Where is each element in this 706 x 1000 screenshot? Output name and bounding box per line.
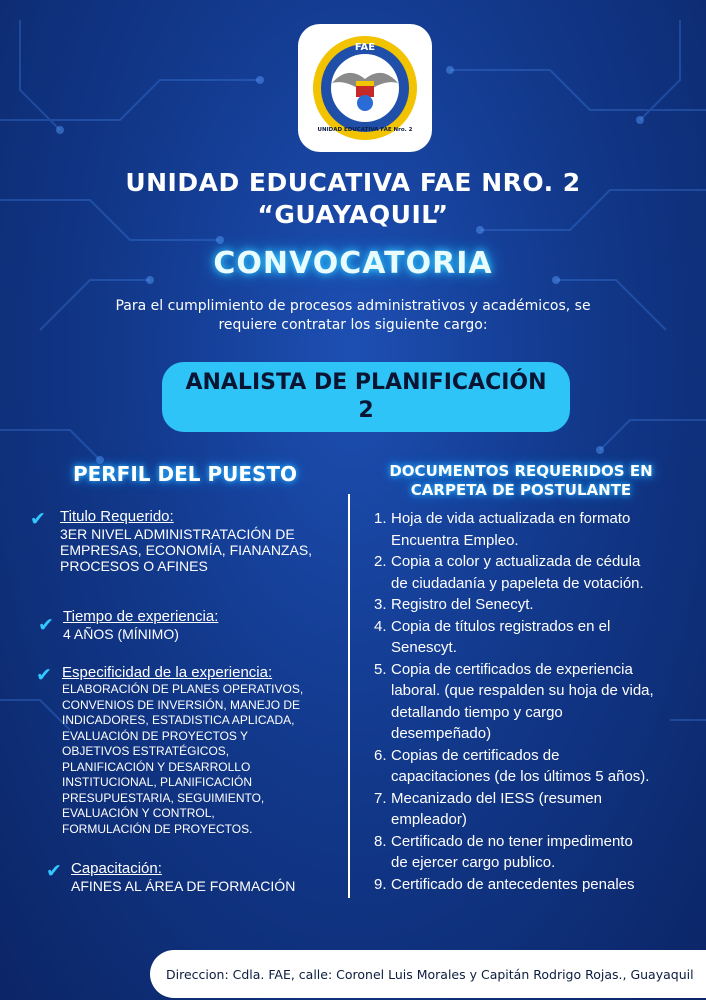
requirement-value-line: PLANIFICACIÓN Y DESARROLLO bbox=[62, 759, 251, 774]
requirement-title bbox=[30, 508, 350, 574]
list-item-number: 7. bbox=[374, 789, 387, 807]
address-footer bbox=[150, 950, 706, 998]
list-item-text: Copia a color y actualizada de cédula bbox=[391, 553, 641, 570]
list-item-number: 5. bbox=[374, 660, 387, 678]
list-item-text: Certificado de no tener impedimento bbox=[391, 832, 633, 850]
page-title: CONVOCATORIA bbox=[213, 246, 493, 281]
documents-list bbox=[374, 508, 704, 895]
profile-heading: PERFIL DEL PUESTO bbox=[72, 462, 298, 486]
list-item-text: Copia de certificados de experiencia bbox=[391, 660, 633, 678]
requirement-value-line: PRESUPUESTARIA, SEGUIMIENTO, bbox=[62, 790, 265, 805]
list-item-text: Copia de títulos registrados en el bbox=[391, 617, 611, 635]
requirement-experience-detail bbox=[36, 664, 350, 837]
requirement-label: Capacitación: bbox=[71, 860, 162, 877]
position-title: ANALISTA DE PLANIFICACIÓN bbox=[185, 370, 547, 395]
list-item-text: empleador) bbox=[391, 811, 467, 828]
list-item-text: detallando tiempo y cargo bbox=[391, 703, 563, 721]
requirement-value-line: ELABORACIÓN DE PLANES OPERATIVOS, bbox=[62, 682, 304, 696]
list-item bbox=[374, 874, 704, 896]
school-name-line1: UNIDAD EDUCATIVA FAE NRO. 2 bbox=[125, 168, 581, 197]
address-text: Direccion: Cdla. FAE, calle: Coronel Luis Morales y Capitán Rodrigo Rojas., Guayaquil bbox=[166, 966, 694, 982]
requirement-value-line: CONVENIOS DE INVERSIÓN, MANEJO DE bbox=[62, 697, 301, 712]
checkmark-icon: ✔ bbox=[36, 664, 52, 686]
list-item-number: 2. bbox=[374, 553, 387, 570]
list-item bbox=[374, 659, 704, 745]
logo-top-text: FAE bbox=[354, 42, 376, 53]
list-item-text: Mecanizado del IESS (resumen bbox=[391, 789, 602, 807]
list-item-text: Certificado de antecedentes penales bbox=[391, 875, 635, 893]
list-item-text: Copias de certificados de bbox=[391, 746, 560, 764]
list-item-text: de ciudadanía y papeleta de votación. bbox=[391, 574, 644, 592]
checkmark-icon: ✔ bbox=[38, 614, 54, 636]
requirement-value-line: 3ER NIVEL ADMINISTRATACIÓN DE bbox=[60, 526, 295, 542]
requirement-value-line: EVALUACIÓN DE PROYECTOS Y bbox=[62, 728, 249, 743]
school-name-line2: “GUAYAQUIL” bbox=[257, 200, 449, 229]
list-item-number: 4. bbox=[374, 617, 387, 635]
list-item-text: de ejercer cargo publico. bbox=[391, 854, 556, 871]
requirement-value-line: AFINES AL ÁREA DE FORMACIÓN bbox=[71, 878, 296, 894]
documents-heading-line1: DOCUMENTOS REQUERIDOS EN bbox=[389, 462, 653, 480]
position-number: 2 bbox=[358, 398, 374, 423]
requirement-value-line: EVALUACIÓN Y CONTROL, bbox=[62, 806, 215, 820]
requirement-label: Tiempo de experiencia: bbox=[63, 608, 219, 625]
list-item bbox=[374, 551, 704, 594]
requirement-value-line: 4 AÑOS (MÍNIMO) bbox=[63, 626, 179, 642]
position-badge bbox=[162, 362, 570, 432]
list-item-text: Registro del Senecyt. bbox=[391, 596, 534, 613]
requirement-value-line: OBJETIVOS ESTRATÉGICOS, bbox=[62, 744, 230, 758]
list-item bbox=[374, 745, 704, 788]
requirement-training bbox=[46, 860, 350, 894]
requirement-value-line: FORMULACIÓN DE PROYECTOS. bbox=[62, 821, 253, 836]
documents-heading-line2: CARPETA DE POSTULANTE bbox=[410, 481, 632, 499]
list-item-text: Hoja de vida actualizada en formato bbox=[391, 510, 631, 527]
intro-line-2: requiere contratar los siguiente cargo: bbox=[218, 317, 488, 333]
fae-school-crest-icon bbox=[310, 33, 420, 143]
list-item-number: 3. bbox=[374, 596, 387, 613]
list-item bbox=[374, 616, 704, 659]
intro-line-1: Para el cumplimiento de procesos administrativos y académicos, se bbox=[115, 298, 591, 314]
checkmark-icon: ✔ bbox=[46, 860, 62, 882]
list-item-text: Senescyt. bbox=[391, 639, 457, 656]
requirement-value-line: EMPRESAS, ECONOMÍA, FIANANZAS, bbox=[60, 542, 313, 558]
list-item-number: 8. bbox=[374, 832, 387, 850]
list-item bbox=[374, 594, 704, 616]
list-item bbox=[374, 831, 704, 874]
list-item-text: desempeñado) bbox=[391, 725, 492, 742]
requirement-value-line: INSTITUCIONAL, PLANIFICACIÓN bbox=[62, 775, 253, 789]
requirement-label: Especificidad de la experiencia: bbox=[62, 664, 273, 681]
documents-heading bbox=[356, 462, 686, 500]
school-logo bbox=[298, 24, 432, 152]
requirement-label: Titulo Requerido: bbox=[60, 508, 174, 525]
list-item-text: laboral. (que respalden su hoja de vida, bbox=[391, 682, 654, 699]
list-item bbox=[374, 508, 704, 551]
intro-text bbox=[80, 297, 626, 335]
list-item-number: 9. bbox=[374, 875, 387, 893]
list-item bbox=[374, 788, 704, 831]
requirement-value-line: PROCESOS O AFINES bbox=[60, 558, 208, 574]
requirement-value-line: INDICADORES, ESTADISTICA APLICADA, bbox=[62, 713, 295, 727]
requirement-experience-time bbox=[38, 608, 350, 642]
checkmark-icon: ✔ bbox=[30, 508, 46, 530]
list-item-text: Encuentra Empleo. bbox=[391, 531, 519, 549]
list-item-text: capacitaciones (de los últimos 5 años). bbox=[391, 768, 650, 785]
list-item-number: 6. bbox=[374, 746, 387, 764]
list-item-number: 1. bbox=[374, 510, 387, 527]
logo-bottom-text: UNIDAD EDUCATIVA FAE Nro. 2 bbox=[317, 127, 413, 133]
